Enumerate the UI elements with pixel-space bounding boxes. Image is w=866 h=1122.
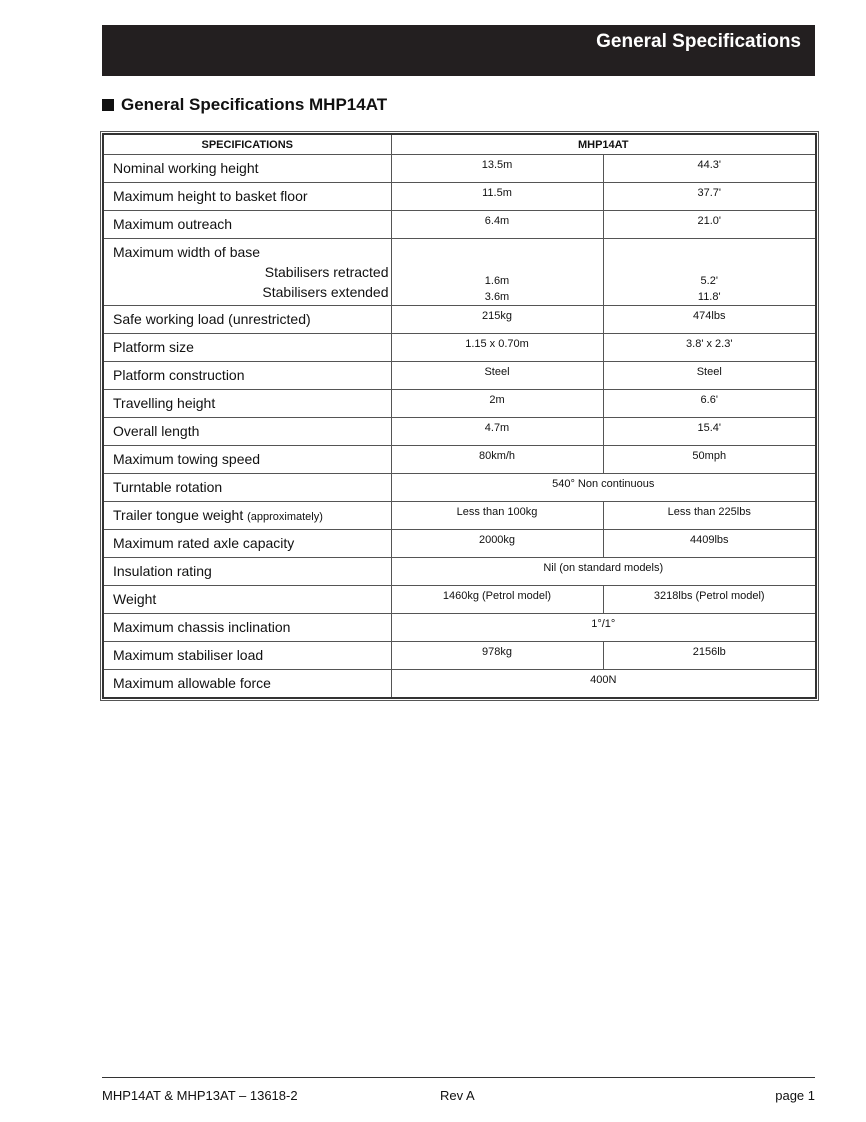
row-label: Nominal working height bbox=[103, 155, 391, 183]
row-label: Maximum outreach bbox=[103, 211, 391, 239]
metric-value: 4.7m bbox=[391, 418, 603, 446]
table-row bbox=[103, 211, 816, 239]
metric-value: 2000kg bbox=[391, 530, 603, 558]
header-specifications: SPECIFICATIONS bbox=[103, 134, 391, 155]
row-label: Safe working load (unrestricted) bbox=[103, 306, 391, 334]
imperial-value: Steel bbox=[603, 362, 816, 390]
table-row bbox=[103, 334, 816, 362]
table-row bbox=[103, 474, 816, 502]
metric-value: 11.5m bbox=[391, 183, 603, 211]
table-row bbox=[103, 306, 816, 334]
combined-value: 400N bbox=[391, 670, 816, 699]
imperial-value-retracted: 5.2' bbox=[700, 275, 718, 287]
header-model: MHP14AT bbox=[391, 134, 816, 155]
spec-table bbox=[102, 133, 817, 699]
row-label: Turntable rotation bbox=[103, 474, 391, 502]
table-row bbox=[103, 183, 816, 211]
metric-value: 1.15 x 0.70m bbox=[391, 334, 603, 362]
imperial-value: 21.0' bbox=[603, 211, 816, 239]
row-label: Maximum allowable force bbox=[103, 670, 391, 699]
page-title: General Specifications bbox=[596, 31, 801, 52]
table-row bbox=[103, 530, 816, 558]
row-label-with-note bbox=[103, 502, 391, 530]
imperial-value-extended: 11.8' bbox=[697, 291, 721, 303]
imperial-value: 37.7' bbox=[603, 183, 816, 211]
metric-value: 215kg bbox=[391, 306, 603, 334]
table-row bbox=[103, 558, 816, 586]
row-label: Maximum width of base bbox=[113, 244, 261, 260]
metric-value-multiline bbox=[391, 239, 603, 306]
row-label: Maximum stabiliser load bbox=[103, 642, 391, 670]
row-label: Maximum height to basket floor bbox=[103, 183, 391, 211]
section-heading bbox=[102, 95, 387, 115]
row-label: Maximum chassis inclination bbox=[103, 614, 391, 642]
footer-divider bbox=[102, 1077, 815, 1078]
footer-page-number: page 1 bbox=[775, 1088, 815, 1103]
imperial-value: 15.4' bbox=[603, 418, 816, 446]
metric-value: 80km/h bbox=[391, 446, 603, 474]
combined-value: 540° Non continuous bbox=[391, 474, 816, 502]
row-label-multiline bbox=[103, 239, 391, 306]
footer-document-id: MHP14AT & MHP13AT – 13618-2 bbox=[102, 1088, 298, 1103]
metric-value: 1460kg (Petrol model) bbox=[391, 586, 603, 614]
row-label: Overall length bbox=[103, 418, 391, 446]
imperial-value: 6.6' bbox=[603, 390, 816, 418]
imperial-value: 474lbs bbox=[603, 306, 816, 334]
metric-value-extended: 3.6m bbox=[484, 291, 510, 303]
imperial-value: 4409lbs bbox=[603, 530, 816, 558]
row-label: Maximum towing speed bbox=[103, 446, 391, 474]
metric-value-retracted: 1.6m bbox=[484, 275, 510, 287]
combined-value: Nil (on standard models) bbox=[391, 558, 816, 586]
table-row bbox=[103, 642, 816, 670]
imperial-value: 44.3' bbox=[603, 155, 816, 183]
row-label: Maximum rated axle capacity bbox=[103, 530, 391, 558]
imperial-value: 2156lb bbox=[603, 642, 816, 670]
table-row bbox=[103, 502, 816, 530]
metric-value: 6.4m bbox=[391, 211, 603, 239]
row-label-note: (approximately) bbox=[247, 511, 323, 523]
table-row bbox=[103, 155, 816, 183]
table-row bbox=[103, 446, 816, 474]
square-bullet-icon bbox=[102, 99, 114, 111]
section-heading-text: General Specifications MHP14AT bbox=[121, 95, 388, 114]
imperial-value: Less than 225lbs bbox=[603, 502, 816, 530]
sub-label-retracted: Stabilisers retracted bbox=[264, 264, 389, 280]
row-label: Insulation rating bbox=[103, 558, 391, 586]
metric-value: 13.5m bbox=[391, 155, 603, 183]
spec-table-container bbox=[102, 133, 815, 699]
row-label: Platform size bbox=[103, 334, 391, 362]
row-label: Trailer tongue weight bbox=[113, 507, 244, 523]
imperial-value: 3.8' x 2.3' bbox=[603, 334, 816, 362]
footer-revision: Rev A bbox=[440, 1088, 475, 1103]
imperial-value: 50mph bbox=[603, 446, 816, 474]
sub-label-extended: Stabilisers extended bbox=[262, 284, 389, 300]
table-row bbox=[103, 670, 816, 699]
table-row bbox=[103, 390, 816, 418]
row-label: Platform construction bbox=[103, 362, 391, 390]
imperial-value: 3218lbs (Petrol model) bbox=[603, 586, 816, 614]
imperial-value-multiline bbox=[603, 239, 816, 306]
row-label: Weight bbox=[103, 586, 391, 614]
table-row bbox=[103, 614, 816, 642]
metric-value: 2m bbox=[391, 390, 603, 418]
table-row bbox=[103, 362, 816, 390]
metric-value: Less than 100kg bbox=[391, 502, 603, 530]
row-label: Travelling height bbox=[103, 390, 391, 418]
table-header-row bbox=[103, 134, 816, 155]
page-header-bar bbox=[102, 25, 815, 76]
metric-value: Steel bbox=[391, 362, 603, 390]
table-row-width-of-base bbox=[103, 239, 816, 306]
combined-value: 1°/1° bbox=[391, 614, 816, 642]
table-row bbox=[103, 586, 816, 614]
metric-value: 978kg bbox=[391, 642, 603, 670]
table-row bbox=[103, 418, 816, 446]
